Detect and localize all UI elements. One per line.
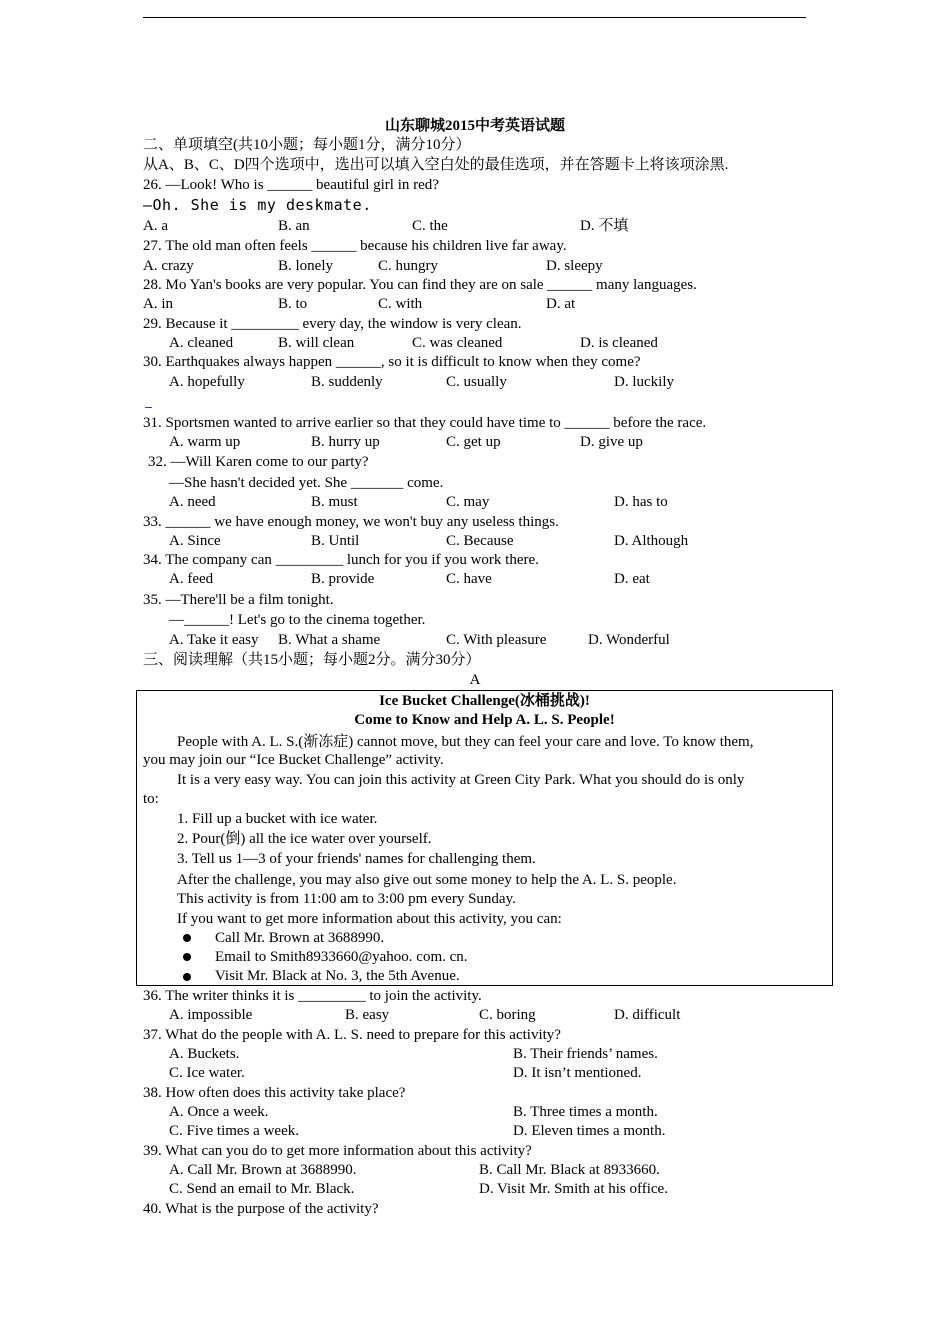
question-stem: 31. Sportsmen wanted to arrive earlier so that they could have time to ______ before the race. (143, 415, 707, 431)
question-stem: 38. How often does this activity take place? (143, 1085, 406, 1101)
passage-text: After the challenge, you may also give out some money to help the A. L. S. people. (177, 872, 677, 888)
option: B. Three times a month. (513, 1104, 658, 1120)
option: A. impossible (169, 1007, 253, 1023)
option: D. Visit Mr. Smith at his office. (479, 1181, 668, 1197)
option: B. to (278, 296, 308, 312)
option: B. What a shame (278, 632, 381, 648)
question-stem: 30. Earthquakes always happen ______, so it is difficult to know when they come? (143, 354, 641, 370)
option: B. Their friends’ names. (513, 1046, 658, 1062)
option: C. the (412, 218, 448, 234)
passage-text: you may join our “Ice Bucket Challenge” activity. (143, 752, 444, 768)
question-stem: 32. —Will Karen come to our party? (148, 454, 369, 470)
option: A. in (143, 296, 173, 312)
question-stem: —She hasn't decided yet. She _______ come. (169, 475, 444, 491)
option: B. must (311, 494, 358, 510)
option: D. sleepy (546, 258, 603, 274)
option: B. an (278, 218, 310, 234)
option: A. feed (169, 571, 214, 587)
question-stem: 33. ______ we have enough money, we won't buy any useless things. (143, 514, 559, 530)
option: A. cleaned (169, 335, 234, 351)
section2-instruction: 从A、B、C、D四个选项中，选出可以填入空白处的最佳选项，并在答题卡上将该项涂黑. (143, 157, 729, 173)
question-stem: 37. What do the people with A. L. S. need to prepare for this activity? (143, 1027, 561, 1043)
question-stem: 28. Mo Yan's books are very popular. You can find they are on sale ______ many languages. (143, 277, 697, 293)
option: B. lonely (278, 258, 333, 274)
passage-step: 3. Tell us 1—3 of your friends' names for challenging them. (177, 851, 536, 867)
question-stem: 29. Because it _________ every day, the window is very clean. (143, 316, 522, 332)
option: A. Since (169, 533, 221, 549)
option: D. give up (580, 434, 643, 450)
option: C. with (378, 296, 423, 312)
option: C. With pleasure (446, 632, 547, 648)
question-stem: 27. The old man often feels ______ because his children live far away. (143, 238, 567, 254)
option: D. has to (614, 494, 668, 510)
part-label: A (469, 672, 481, 688)
option: B. Until (311, 533, 360, 549)
question-stem: 40. What is the purpose of the activity? (143, 1201, 379, 1217)
option: C. may (446, 494, 490, 510)
page-title: 山东聊城2015中考英语试题 (384, 118, 565, 134)
bullet-icon (183, 934, 191, 942)
option: B. hurry up (311, 434, 380, 450)
option: C. have (446, 571, 492, 587)
option: D. at (546, 296, 576, 312)
header-rule (143, 17, 806, 18)
option: C. was cleaned (412, 335, 503, 351)
option: D. It isn’t mentioned. (513, 1065, 642, 1081)
option: A. a (143, 218, 168, 234)
option: C. boring (479, 1007, 536, 1023)
option: B. Call Mr. Black at 8933660. (479, 1162, 660, 1178)
question-stem: 35. —There'll be a film tonight. (143, 592, 334, 608)
option: D. luckily (614, 374, 674, 390)
option: A. hopefully (169, 374, 245, 390)
option: D. eat (614, 571, 650, 587)
option: A. crazy (143, 258, 194, 274)
option: C. Five times a week. (169, 1123, 299, 1139)
passage-subtitle: Come to Know and Help A. L. S. People! (354, 712, 615, 728)
passage-text: People with A. L. S.(渐冻症) cannot move, but they can feel your care and love. To know them, (177, 734, 754, 750)
question-stem: 39. What can you do to get more information about this activity? (143, 1143, 532, 1159)
cursor-mark (145, 407, 152, 408)
passage-bullet: Visit Mr. Black at No. 3, the 5th Avenue. (215, 968, 460, 984)
question-stem: —______! Let's go to the cinema together. (169, 612, 426, 628)
passage-title: Ice Bucket Challenge(冰桶挑战)! (379, 693, 590, 709)
option: C. Because (446, 533, 514, 549)
option: C. Send an email to Mr. Black. (169, 1181, 355, 1197)
passage-text: This activity is from 11:00 am to 3:00 pm every Sunday. (177, 891, 516, 907)
option: D. difficult (614, 1007, 681, 1023)
passage-step: 1. Fill up a bucket with ice water. (177, 811, 378, 827)
option: A. need (169, 494, 216, 510)
option: B. easy (345, 1007, 390, 1023)
option: A. Call Mr. Brown at 3688990. (169, 1162, 357, 1178)
passage-step: 2. Pour(倒) all the ice water over yourself. (177, 831, 432, 847)
section2-heading: 二、单项填空(共10小题；每小题1分，满分10分） (143, 137, 471, 153)
option: C. Ice water. (169, 1065, 245, 1081)
passage-bullet: Call Mr. Brown at 3688990. (215, 930, 385, 946)
option: B. will clean (278, 335, 355, 351)
option: B. suddenly (311, 374, 383, 390)
option: D. Wonderful (588, 632, 670, 648)
option: D. Eleven times a month. (513, 1123, 666, 1139)
option: A. Once a week. (169, 1104, 269, 1120)
passage-bullet: Email to Smith8933660@yahoo. com. cn. (215, 949, 468, 965)
option: D. 不填 (580, 218, 629, 234)
option: D. is cleaned (580, 335, 658, 351)
option: C. usually (446, 374, 507, 390)
bullet-icon (183, 953, 191, 961)
option: A. warm up (169, 434, 241, 450)
option: D. Although (614, 533, 689, 549)
section3-heading: 三、阅读理解（共15小题；每小题2分。满分30分） (143, 652, 481, 668)
passage-text: to: (143, 791, 159, 807)
passage-text: If you want to get more information about this activity, you can: (177, 911, 562, 927)
question-stem: —Oh. She is my deskmate. (143, 196, 372, 214)
question-stem: 34. The company can _________ lunch for you if you work there. (143, 552, 539, 568)
option: C. hungry (378, 258, 438, 274)
option: A. Take it easy (169, 632, 259, 648)
bullet-icon (183, 973, 191, 981)
option: C. get up (446, 434, 501, 450)
question-stem: 36. The writer thinks it is _________ to join the activity. (143, 988, 482, 1004)
passage-text: It is a very easy way. You can join this activity at Green City Park. What you should do is only (177, 772, 745, 788)
option: B. provide (311, 571, 375, 587)
question-stem: 26. —Look! Who is ______ beautiful girl in red? (143, 177, 439, 193)
option: A. Buckets. (169, 1046, 240, 1062)
